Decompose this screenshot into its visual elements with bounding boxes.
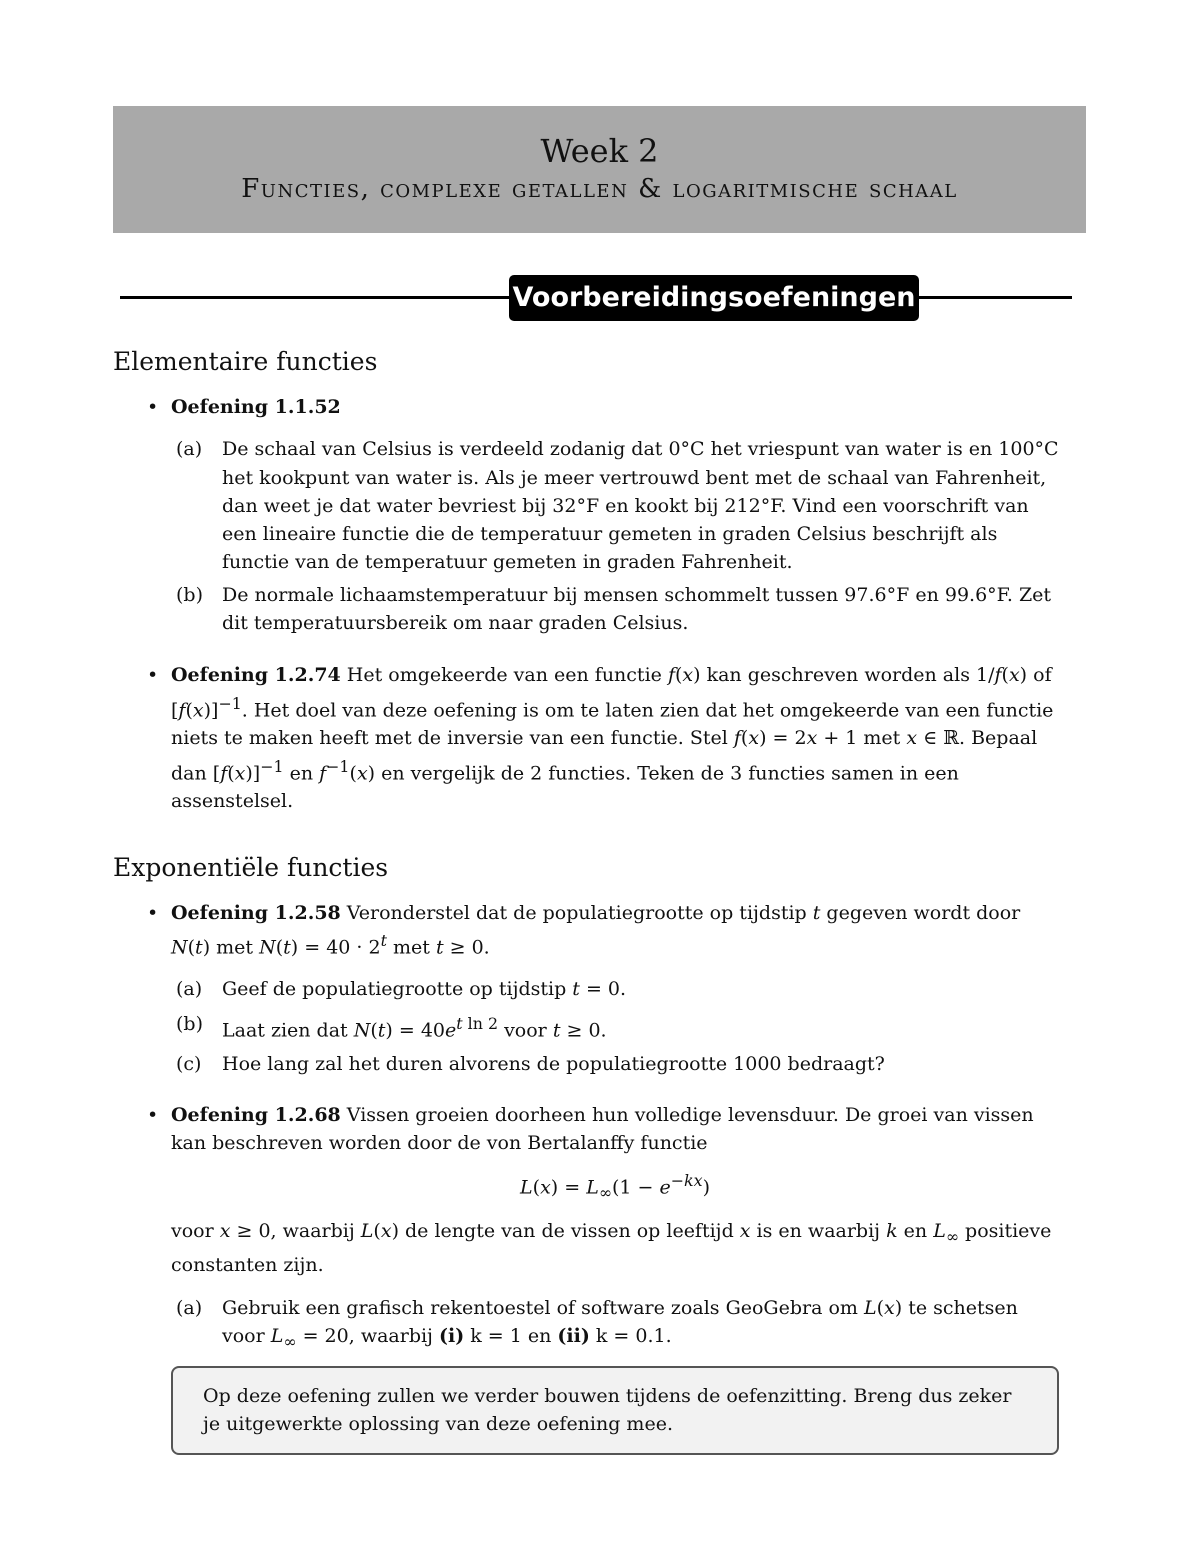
exercise-text: met [386, 936, 436, 959]
section-banner [120, 275, 1072, 321]
exercise-text: gegeven wordt door [820, 901, 1021, 924]
exercise-text: . Bepaal dan [171, 727, 1038, 784]
bullet-icon: • [147, 664, 159, 687]
exercise-text: en [897, 1220, 934, 1243]
part-label: (a) [176, 1296, 203, 1319]
part-text: te schetsen voor [222, 1296, 1018, 1348]
exercise-text: Veronderstel dat de populatiegrootte op tijdstip [340, 901, 813, 924]
exercise-title: Oefening 1.2.58 [171, 901, 341, 924]
exercise-text: met [857, 727, 907, 750]
exercise-1-1-52 [113, 393, 1059, 421]
exercise-1-2-68-part-a: (a) Gebruik een grafisch rekentoestel of software zoals GeoGebra om L(x) te schetsen voor $L_\infty = 20$, waarbij (i) k = 1 en (ii) k = 0.1. [113, 1294, 1059, 1356]
bertalanffy-equation: $L(x) = L_\infty(1 - e^{-kx})$ [520, 1171, 710, 1203]
exercise-1-1-52-part-a [113, 435, 1059, 576]
exercise-text: kan geschreven worden als [700, 664, 976, 687]
section-heading-elementary: Elementaire functies [113, 347, 378, 376]
week-subtitle: Functies, complexe getallen & logaritmische schaal [241, 174, 958, 204]
exercise-text: en vergelijk de 2 functies. Teken de 3 functies samen in een assenstelsel. [171, 761, 959, 813]
week-title: Week 2 [540, 132, 659, 170]
part-text: Gebruik een grafisch rekentoestel of software zoals GeoGebra om [222, 1296, 864, 1319]
part-label: (b) [176, 583, 203, 606]
exercise-title: Oefening 1.2.74 [171, 664, 341, 687]
part-text: De schaal van Celsius is verdeeld zodanig dat 0°C het vriespunt van water is en 100°C het kookpunt van water is. Als je meer vertrouwd bent met de schaal van Fahrenheit, dan weet je dat water bevriest bij 32°F en kookt bij 212°F. Vind een voorschrift van een lineaire functie die de temperatuur gemeten in graden Celsius beschrijft als functie van de temperatuur gemeten in graden Fahrenheit. [222, 438, 1059, 574]
exercise-1-2-58-part-b: (b) Laat zien dat $N(t) = 40e^{t ln 2}$ voor t ≥ 0. [113, 1010, 1059, 1045]
exercise-text: . Het doel van deze oefening is om te laten zien dat het omgekeerde van een functie niets te maken heeft met de inversie van een functie. Stel [171, 699, 1054, 750]
exercise-text: voor [171, 1220, 220, 1243]
math-fx: f [667, 664, 675, 687]
part-text: k = 0.1. [589, 1325, 672, 1348]
part-label: (b) [176, 1012, 203, 1035]
week-header [113, 106, 1086, 233]
exercise-text: Vissen groeien doorheen hun volledige levensduur. De groei van vissen kan beschreven worden door de von Bertalanffy functie [171, 1103, 1034, 1154]
part-text: , waarbij [348, 1325, 439, 1348]
exercise-text: de lengte van de vissen op leeftijd [398, 1220, 740, 1243]
exercise-1-2-68 [113, 1101, 1059, 1158]
case-label: (i) [438, 1325, 465, 1348]
banner-label: Voorbereidingsoefeningen [509, 275, 919, 321]
exercise-text: positieve constanten zijn. [171, 1220, 1052, 1277]
part-text: Hoe lang zal het duren alvorens de populatiegrootte 1000 bedraagt? [222, 1053, 885, 1076]
case-label: (ii) [557, 1325, 590, 1348]
exercise-1-2-58-part-c [113, 1050, 1059, 1078]
exercise-text: is en waarbij [750, 1220, 887, 1243]
bullet-icon: • [147, 1103, 159, 1126]
note-box [171, 1366, 1059, 1455]
exercise-1-2-68-cont: voor x ≥ 0, waarbij L(x) de lengte van de vissen op leeftijd x is en waarbij k en $L_\infty$ positieve constanten zijn. [171, 1220, 1052, 1277]
exercise-text: met [210, 936, 260, 959]
part-text: De normale lichaamstemperatuur bij mensen schommelt tussen 97.6°F en 99.6°F. Zet dit temperatuursbereik om naar graden Celsius. [222, 583, 1052, 635]
exercise-text: of [1027, 664, 1052, 687]
exercise-1-1-52-part-b [113, 581, 1059, 638]
exercise-title: Oefening 1.1.52 [171, 396, 341, 418]
part-label: (c) [176, 1053, 202, 1076]
note-text: Op deze oefening zullen we verder bouwen tijdens de oefenzitting. Breng dus zeker je uitgewerkte oplossing van deze oefening mee. [203, 1385, 1012, 1436]
part-text: Geef de populatiegrootte op tijdstip [222, 978, 573, 1001]
exercise-1-2-58-part-a: (a) Geef de populatiegrootte op tijdstip t = 0. [113, 975, 1059, 1003]
exercise-text: , waarbij [270, 1220, 361, 1243]
part-text: Laat zien dat [222, 1019, 354, 1042]
exercise-text: Het omgekeerde van een functie [340, 664, 668, 687]
exercise-title: Oefening 1.2.68 [171, 1103, 341, 1126]
bullet-icon: • [147, 901, 159, 924]
exercise-text: en [283, 761, 320, 784]
bullet-icon: • [147, 396, 159, 418]
page-content [113, 344, 1059, 1455]
part-label: (a) [176, 978, 203, 1001]
section-heading-exponential: Exponentiële functies [113, 852, 389, 882]
exercise-1-2-74: • Oefening 1.2.74 Het omgekeerde van een functie f(x) kan geschreven worden als 1/f(x) of $[f(x)]^{-1}$. Het doel van deze oefening is om te laten zien dat het omgekeerde van een functie niets te maken heeft met de inversie van een functie. Stel f(x) = 2x + 1 met x ∈ ℝ. Bepaal dan $[f(x)]^{-1}$ en $f^{-1}(x)$ en vergelijk de 2 functies. Teken de 3 functies samen in een assenstelsel. [113, 661, 1059, 815]
part-text: k = 1 en [464, 1325, 558, 1348]
part-text: voor [498, 1019, 553, 1042]
part-label: (a) [176, 438, 203, 461]
exercise-1-2-58: • Oefening 1.2.58 Veronderstel dat de populatiegrootte op tijdstip t gegeven wordt door N(t) met $N(t) = 40 \cdot 2^t$ met t ≥ 0. [113, 899, 1059, 962]
